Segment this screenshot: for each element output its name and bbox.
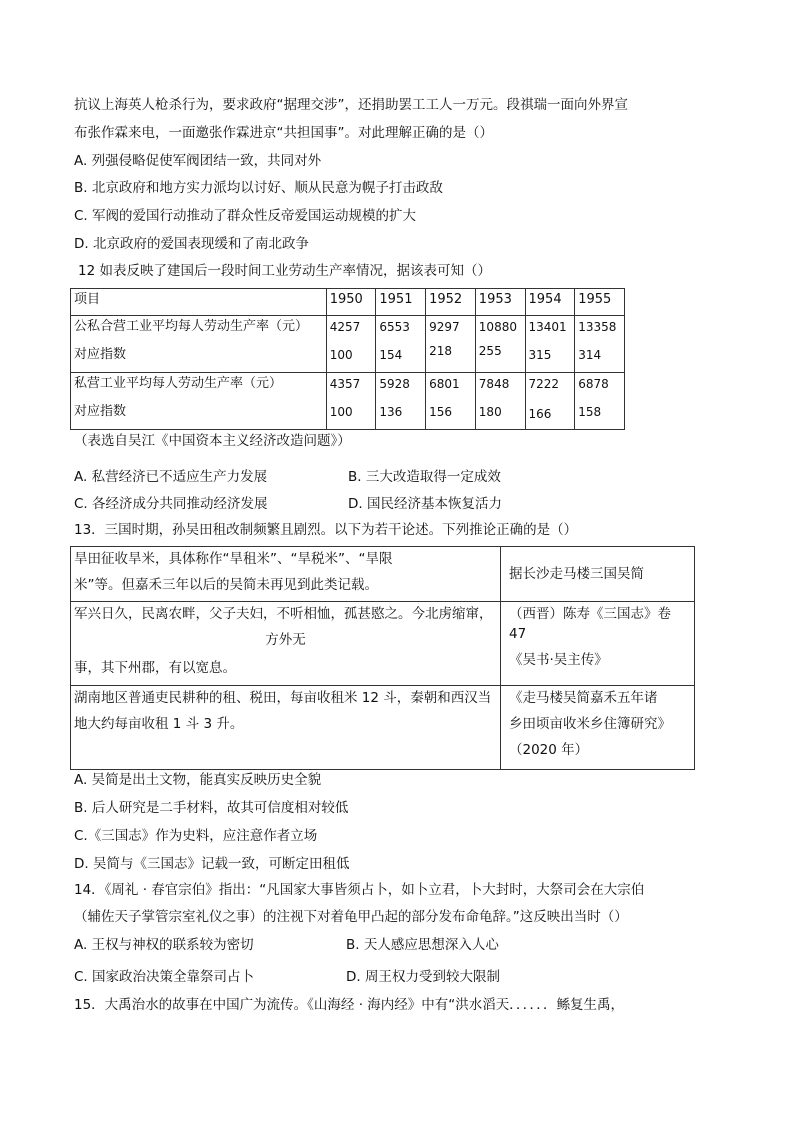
q12-row2-index: 166 <box>528 407 552 421</box>
q13-table <box>70 546 695 770</box>
q12-row2-label <box>71 373 327 430</box>
q12-row1-value: 4257 <box>329 320 361 334</box>
q12-row1-value: 13358 <box>578 320 617 334</box>
q12-option-c: C. 各经济成分共同推动经济发展 <box>74 496 268 512</box>
q13-row3-left-line: 地大约每亩收租 1 斗 3 升。 <box>74 716 244 732</box>
q12-row2-value: 6878 <box>578 377 609 391</box>
q12-row1-index: 100 <box>329 348 353 362</box>
q13-option-a: A. 吴简是出土文物，能真实反映历史全貌 <box>74 772 322 788</box>
q14-option-b: B. 天人感应思想深入人心 <box>346 937 499 953</box>
q12-row2-value: 5928 <box>379 377 410 391</box>
q11-option-b: B. 北京政府和地方实力派均以讨好、顺从民意为幌子打击政敌 <box>74 180 443 196</box>
q12-row2-index: 180 <box>478 405 502 419</box>
q13-option-d: D. 吴简与《三国志》记载一致，可断定田租低 <box>74 856 350 872</box>
q13-table-row <box>71 686 695 770</box>
q12-row2-index: 136 <box>379 405 403 419</box>
q12-row1-cell <box>475 316 525 373</box>
q13-row3-right <box>501 686 695 770</box>
q12-row2-cell <box>475 373 525 430</box>
q14-text-line1: 14．《周礼 · 春官宗伯》指出：“凡国家大事皆须占卜，如卜立君，卜大封时，大祭司会在大宗伯 <box>74 882 645 898</box>
q12-row1-cell <box>376 316 426 373</box>
q12-header-year: 1953 <box>475 289 525 316</box>
q13-row2-right-line: （西晋）陈寿《三国志》卷 47 <box>509 606 671 642</box>
q13-row2-right <box>501 602 695 686</box>
q14-option-a: A. 王权与神权的联系较为密切 <box>74 937 254 953</box>
q12-option-b: B. 三大改造取得一定成效 <box>348 469 501 485</box>
q12-row2-cell <box>376 373 426 430</box>
q12-row1-cell <box>575 316 625 373</box>
q13-table-row <box>71 547 695 602</box>
q12-table <box>70 288 625 430</box>
q12-row2-cell <box>326 373 376 430</box>
q11-text-line1: 抗议上海英人枪杀行为，要求政府“据理交涉”，还捐助罢工工人一万元。段祺瑞一面向外界宣 <box>74 97 628 113</box>
q13-row3-right-line: （2020 年） <box>509 742 589 758</box>
q13-row2-right-line: 《吴书·吴主传》 <box>509 652 608 668</box>
q12-header-year: 1952 <box>426 289 476 316</box>
q12-row1-cell <box>525 316 575 373</box>
q12-option-a: A. 私营经济已不适应生产力发展 <box>74 469 268 485</box>
q12-row1-label-index: 对应指数 <box>74 347 127 362</box>
q14-option-c: C. 国家政治决策全靠祭司占卜 <box>74 969 255 985</box>
q12-row2-cell <box>525 373 575 430</box>
q15-text-line1: 15．大禹治水的故事在中国广为流传。《山海经 · 海内经》中有“洪水滔天．．．．．．鲧复生禹， <box>74 997 625 1013</box>
q12-row1-index: 255 <box>478 344 502 358</box>
q12-row2-value: 7222 <box>528 377 560 391</box>
q11-option-a: A. 列强侵略促使军阀团结一致，共同对外 <box>74 153 322 169</box>
q12-row2-label-index: 对应指数 <box>74 404 127 419</box>
q13-row1-right-line: 据长沙走马楼三国吴简 <box>509 566 644 582</box>
q12-row2-label-main: 私营工业平均每人劳动生产率（元） <box>74 376 283 391</box>
q12-row2-value: 7848 <box>478 377 510 391</box>
q12-source: （表选自吴江《中国资本主义经济改造问题》） <box>74 433 351 449</box>
q14-text-line2: （辅佐天子掌管宗室礼仪之事）的注视下对着龟甲凸起的部分发布命龟辞。”这反映出当时（） <box>74 909 628 925</box>
q13-row2-left-line: 事，其下州郡，有以宽息。 <box>74 660 236 676</box>
q13-row3-right-line: 乡田顷亩收米乡住簿研究》 <box>509 716 671 732</box>
q12-row2-cell <box>426 373 476 430</box>
q14-option-d: D. 周王权力受到较大限制 <box>346 969 500 985</box>
q12-header-item: 项目 <box>71 289 327 316</box>
q12-row1-index: 154 <box>379 348 403 362</box>
q13-row3-right-line: 《走马楼吴简嘉禾五年诸 <box>509 690 658 706</box>
q12-row1-label-main: 公私合营工业平均每人劳动生产率（元） <box>74 319 309 334</box>
q12-header-year: 1955 <box>575 289 625 316</box>
q12-table-row-public-private <box>71 316 625 373</box>
q13-row1-right <box>501 547 695 602</box>
q12-row1-index: 314 <box>578 348 602 362</box>
q12-option-d: D. 国民经济基本恢复活力 <box>348 496 502 512</box>
q12-row2-value: 4357 <box>329 377 361 391</box>
q12-row1-index: 218 <box>429 344 452 358</box>
q12-row2-index: 156 <box>429 405 452 419</box>
q12-row1-value: 9297 <box>429 320 460 334</box>
q12-row1-value: 10880 <box>478 320 517 334</box>
q12-row1-label <box>71 316 327 373</box>
q12-row1-index: 315 <box>528 348 552 362</box>
q12-row1-cell <box>326 316 376 373</box>
q13-row1-left <box>71 547 501 602</box>
q12-row1-value: 6553 <box>379 320 410 334</box>
q13-row3-left-line: 湖南地区普通吏民耕种的租、税田，每亩收租米 12 斗，秦朝和西汉当 <box>74 690 492 706</box>
q12-row2-cell <box>575 373 625 430</box>
q13-option-b: B. 后人研究是二手材料，故其可信度相对较低 <box>74 800 349 816</box>
q11-option-c: C. 军阀的爱国行动推动了群众性反帝爱国运动规模的扩大 <box>74 208 417 224</box>
q12-table-row-private <box>71 373 625 430</box>
q12-header-year: 1951 <box>376 289 426 316</box>
q13-row2-left-line: 军兴日久，民离农畔，父子夫妇，不听相恤，孤甚愍之。今北虏缩窜， <box>74 606 493 622</box>
q12-table-header-row <box>71 289 625 316</box>
q12-header-year: 1954 <box>525 289 575 316</box>
q12-row2-index: 100 <box>329 405 353 419</box>
q13-row2-left <box>71 602 501 686</box>
q13-row1-left-line: 米”等。但嘉禾三年以后的吴简未再见到此类记载。 <box>74 577 378 593</box>
q12-row2-value: 6801 <box>429 377 460 391</box>
q13-row3-left <box>71 686 501 770</box>
q12-stem: 12 如表反映了建国后一段时间工业劳动生产率情况，据该表可知（） <box>78 263 491 279</box>
q12-row1-cell <box>426 316 476 373</box>
q11-text-line2: 布张作霖来电，一面邀张作霖进京“共担国事”。对此理解正确的是（） <box>74 125 493 141</box>
q12-header-year: 1950 <box>326 289 376 316</box>
q13-row2-left-line: 方外无 <box>265 632 306 648</box>
q13-table-row <box>71 602 695 686</box>
q12-row1-value: 13401 <box>528 320 567 334</box>
q13-stem: 13．三国时期，孙吴田租改制频繁且剧烈。以下为若干论述。下列推论正确的是（） <box>74 522 578 538</box>
q13-option-c: C.《三国志》作为史料，应注意作者立场 <box>74 828 318 844</box>
q13-row1-left-line: 旱田征收旱米，具体称作“旱租米”、“旱税米”、“旱限 <box>74 551 393 567</box>
q12-row2-index: 158 <box>578 405 602 419</box>
q11-option-d: D. 北京政府的爱国表现缓和了南北政争 <box>74 236 309 252</box>
